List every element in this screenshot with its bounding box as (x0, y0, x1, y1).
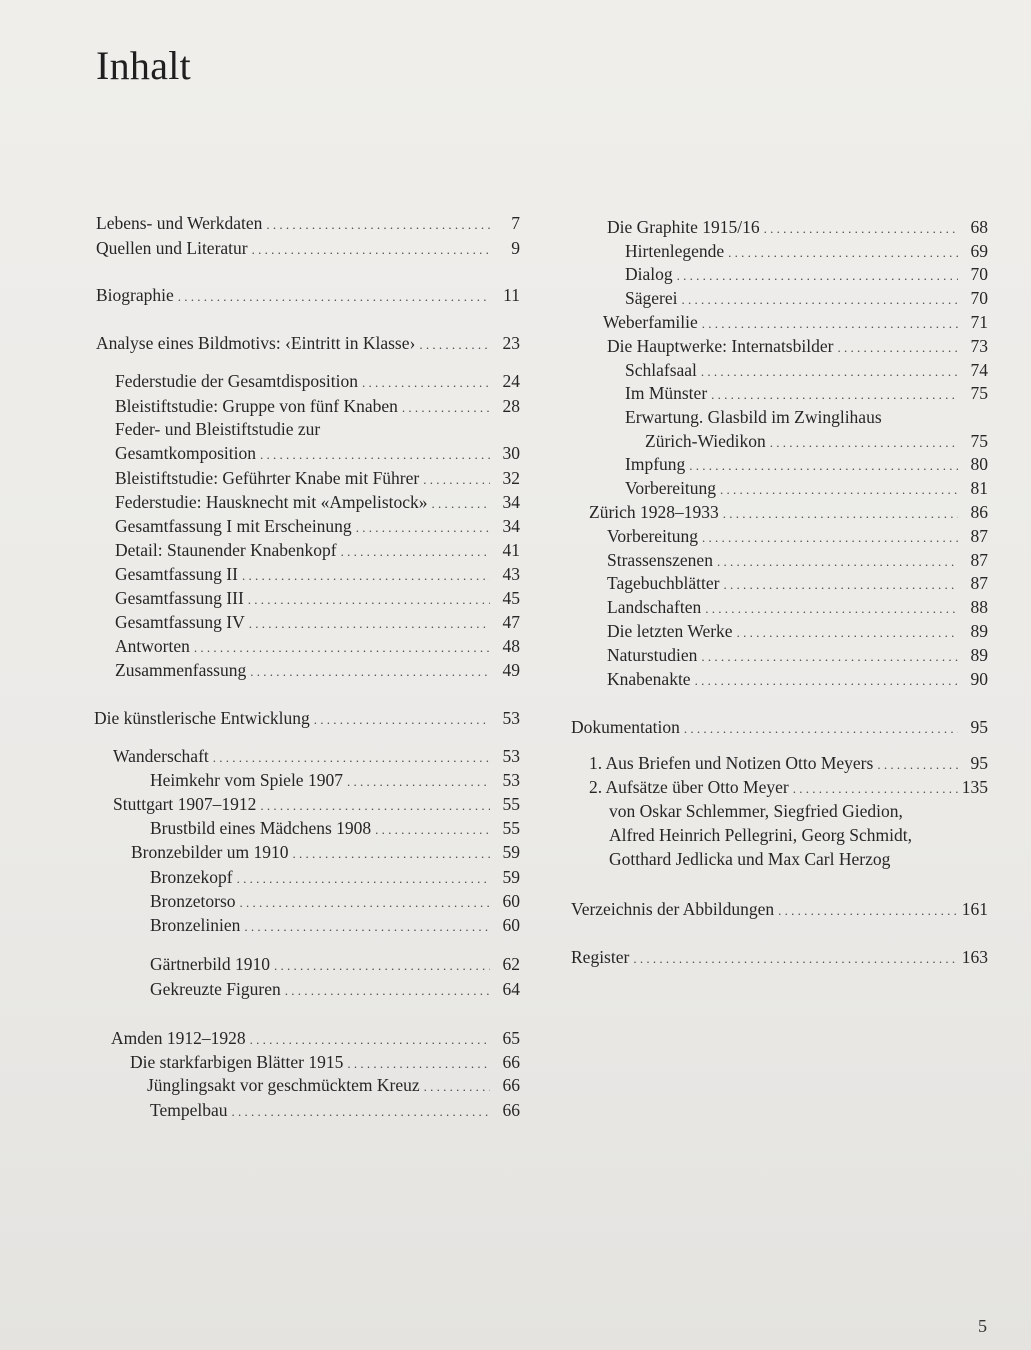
toc-entry-page: 95 (970, 717, 988, 737)
toc-entry-title: Analyse eines Bildmotivs: ‹Eintritt in Klasse› (96, 333, 416, 353)
toc-entry-title: Strassenszenen (607, 550, 713, 570)
dot-leader (701, 646, 958, 668)
toc-entry (150, 817, 520, 841)
toc-entry (115, 563, 520, 587)
toc-entry-title: Die Graphite 1915/16 (607, 217, 760, 237)
toc-entry (607, 596, 988, 620)
toc-entry-title: Knabenakte (607, 669, 691, 689)
dot-leader (837, 337, 958, 359)
toc-entry (115, 395, 520, 419)
dot-leader (250, 1029, 490, 1051)
toc-entry-title: Sägerei (625, 288, 678, 308)
dot-leader (178, 286, 490, 308)
toc-entry-line: Erwartung. Glasbild im Zwinglihaus (625, 407, 882, 427)
toc-entry-line: Alfred Heinrich Pellegrini, Georg Schmidt, (609, 825, 912, 845)
toc-entry-title: Verzeichnis der Abbildungen (571, 899, 775, 919)
dot-leader (314, 709, 490, 731)
toc-entry (625, 359, 988, 383)
toc-entry-title: Schlafsaal (625, 360, 697, 380)
dot-leader (356, 517, 490, 539)
toc-entry (589, 776, 988, 800)
toc-entry (113, 745, 520, 769)
toc-entry-page: 59 (502, 867, 520, 887)
toc-entry-title: Zürich-Wiedikon (645, 431, 766, 451)
toc-entry-page: 80 (970, 454, 988, 474)
dot-leader (633, 948, 957, 970)
toc-entry-title: Gesamtfassung I mit Erscheinung (115, 516, 352, 536)
toc-entry (645, 430, 988, 454)
toc-entry-title: Lebens- und Werkdaten (96, 213, 263, 233)
toc-entry (607, 620, 988, 644)
toc-entry (607, 216, 988, 240)
toc-entry-page: 89 (970, 621, 988, 641)
dot-leader (266, 214, 490, 236)
toc-entry (150, 914, 520, 938)
toc-entry-line: von Oskar Schlemmer, Siegfried Giedion, (609, 801, 903, 821)
toc-entry-page: 34 (502, 492, 520, 512)
dot-leader (681, 289, 958, 311)
toc-entry-page: 49 (502, 660, 520, 680)
toc-entry-page: 75 (970, 431, 988, 451)
toc-entry-title: Gesamtkomposition (115, 443, 256, 463)
toc-entry-title: Im Münster (625, 383, 708, 403)
dot-leader (274, 955, 490, 977)
dot-leader (793, 778, 958, 800)
dot-leader (723, 503, 958, 525)
dot-leader (240, 892, 490, 914)
toc-entry-page: 55 (502, 794, 520, 814)
toc-entry-page: 53 (502, 746, 520, 766)
toc-entry-page: 70 (970, 264, 988, 284)
toc-entry-title: Vorbereitung (607, 526, 699, 546)
toc-entry-title: Bleistiftstudie: Gruppe von fünf Knaben (115, 396, 398, 416)
toc-entry-page: 23 (502, 333, 520, 353)
toc-entry-page: 9 (511, 238, 520, 258)
toc-entry-title: Amden 1912–1928 (111, 1028, 246, 1048)
toc-entry-title: Dialog (625, 264, 673, 284)
toc-entry-title: Landschaften (607, 597, 702, 617)
dot-leader (684, 718, 958, 740)
toc-entry-page: 53 (502, 708, 520, 728)
toc-entry-title: Federstudie: Hausknecht mit «Ampelistock» (115, 492, 428, 512)
toc-entry-page: 71 (970, 312, 988, 332)
dot-leader (423, 469, 490, 491)
toc-entry (607, 572, 988, 596)
toc-entry-title: Die starkfarbigen Blätter 1915 (130, 1052, 344, 1072)
toc-entry (115, 467, 520, 491)
dot-leader (432, 493, 490, 515)
toc-entry (115, 515, 520, 539)
toc-entry (94, 707, 520, 731)
toc-entry-page: 70 (970, 288, 988, 308)
toc-entry (607, 525, 988, 549)
dot-leader (424, 1076, 490, 1098)
toc-entry-page: 81 (970, 478, 988, 498)
toc-entry-page: 66 (502, 1100, 520, 1120)
dot-leader (723, 574, 958, 596)
toc-entry-title: Weberfamilie (603, 312, 698, 332)
dot-leader (701, 361, 958, 383)
dot-leader (292, 843, 490, 865)
toc-entry (96, 212, 520, 236)
toc-entry (150, 978, 520, 1002)
toc-entry (111, 1027, 520, 1051)
toc-entry-page: 75 (970, 383, 988, 403)
toc-entry-title: Bronzebilder um 1910 (131, 842, 289, 862)
toc-entry-page: 32 (502, 468, 520, 488)
toc-entry-page: 95 (970, 753, 988, 773)
toc-entry-page: 53 (502, 770, 520, 790)
toc-entry (115, 442, 520, 466)
toc-entry-page: 87 (970, 573, 988, 593)
toc-entry-line: Feder- und Bleistiftstudie zur (115, 419, 321, 439)
toc-entry (115, 539, 520, 563)
dot-leader (778, 900, 958, 922)
toc-entry-title: Detail: Staunender Knabenkopf (115, 540, 337, 560)
toc-entry-title: Gekreuzte Figuren (150, 979, 281, 999)
toc-entry-title: Register (571, 947, 630, 967)
toc-entry-page: 163 (961, 947, 988, 967)
dot-leader (702, 527, 958, 549)
dot-leader (877, 754, 958, 776)
toc-entry-title: Biographie (96, 285, 174, 305)
dot-leader (250, 661, 490, 683)
toc-entry-title: Wanderschaft (113, 746, 209, 766)
toc-entry-title: Die Hauptwerke: Internatsbilder (607, 336, 834, 356)
toc-entry (150, 1099, 520, 1123)
toc-entry-page: 60 (502, 915, 520, 935)
toc-entry (113, 793, 520, 817)
toc-entry-title: Brustbild eines Mädchens 1908 (150, 818, 372, 838)
toc-entry (571, 946, 988, 970)
toc-entry-title: Antworten (115, 636, 190, 656)
toc-entry (607, 549, 988, 573)
toc-entry-page: 69 (970, 241, 988, 261)
toc-entry-page: 30 (502, 443, 520, 463)
dot-leader (194, 637, 490, 659)
dot-leader (720, 479, 958, 501)
toc-entry-page: 43 (502, 564, 520, 584)
dot-leader (341, 541, 490, 563)
toc-entry-page: 45 (502, 588, 520, 608)
dot-leader (689, 455, 958, 477)
dot-leader (232, 1101, 491, 1123)
toc-entry-page: 28 (502, 396, 520, 416)
toc-entry-page: 86 (970, 502, 988, 522)
toc-entry-page: 48 (502, 636, 520, 656)
toc-entry (625, 287, 988, 311)
toc-entry-line: Gotthard Jedlicka und Max Carl Herzog (609, 849, 891, 869)
toc-entry-page: 66 (502, 1075, 520, 1095)
toc-entry-title: Zusammenfassung (115, 660, 247, 680)
toc-entry-page: 55 (502, 818, 520, 838)
dot-leader (737, 622, 958, 644)
toc-entry-title: Gärtnerbild 1910 (150, 954, 271, 974)
toc-entry-page: 74 (970, 360, 988, 380)
toc-entry-title: Zürich 1928–1933 (589, 502, 719, 522)
toc-entry (607, 668, 988, 692)
toc-entry-title: Naturstudien (607, 645, 698, 665)
toc-entry-title: Vorbereitung (625, 478, 717, 498)
toc-entry-page: 65 (502, 1028, 520, 1048)
toc-entry (130, 1051, 520, 1075)
toc-entry-page: 66 (502, 1052, 520, 1072)
dot-leader (260, 444, 490, 466)
toc-entry (603, 311, 988, 335)
toc-entry (115, 635, 520, 659)
toc-entry-title: Federstudie der Gesamtdisposition (115, 371, 359, 391)
toc-entry-title: Impfung (625, 454, 686, 474)
toc-entry (150, 769, 520, 793)
toc-entry-page: 60 (502, 891, 520, 911)
dot-leader (242, 565, 490, 587)
toc-entry-title: Jünglingsakt vor geschmücktem Kreuz (147, 1075, 420, 1095)
toc-entry-page: 73 (970, 336, 988, 356)
toc-entry-title: Gesamtfassung IV (115, 612, 245, 632)
dot-leader (237, 868, 490, 890)
dot-leader (764, 218, 958, 240)
toc-entry-title: Gesamtfassung III (115, 588, 244, 608)
toc-entry-title: Dokumentation (571, 717, 680, 737)
toc-entry-title: Tempelbau (150, 1100, 228, 1120)
dot-leader (252, 239, 490, 261)
toc-entry-page: 88 (970, 597, 988, 617)
toc-entry-title: Quellen und Literatur (96, 238, 248, 258)
toc-entry (115, 491, 520, 515)
toc-entry (96, 237, 520, 261)
dot-leader (347, 771, 490, 793)
toc-entry (115, 370, 520, 394)
toc-entry-page: 59 (502, 842, 520, 862)
toc-entry-page: 161 (961, 899, 988, 919)
dot-leader (702, 313, 958, 335)
toc-entry-page: 87 (970, 526, 988, 546)
toc-entry-page: 11 (503, 285, 520, 305)
toc-entry (607, 335, 988, 359)
dot-leader (375, 819, 490, 841)
toc-entry-page: 47 (502, 612, 520, 632)
dot-leader (362, 372, 490, 394)
toc-entry (607, 644, 988, 668)
toc-entry (589, 752, 988, 776)
toc-entry-title: Heimkehr vom Spiele 1907 (150, 770, 343, 790)
toc-entry-title: Bleistiftstudie: Geführter Knabe mit Führer (115, 468, 420, 488)
toc-entry (115, 587, 520, 611)
toc-entry (115, 611, 520, 635)
toc-entry (96, 284, 520, 308)
dot-leader (717, 551, 958, 573)
toc-entry (131, 841, 520, 865)
page-title: Inhalt (96, 43, 192, 88)
dot-leader (677, 265, 958, 287)
toc-entry-page: 34 (502, 516, 520, 536)
toc-entry-title: Hirtenlegende (625, 241, 725, 261)
toc-entry (150, 890, 520, 914)
toc-entry (571, 898, 988, 922)
dot-leader (728, 242, 958, 264)
toc-entry-title: Bronzekopf (150, 867, 233, 887)
toc-entry (625, 240, 988, 264)
dot-leader (770, 432, 958, 454)
dot-leader (285, 980, 490, 1002)
toc-entry-page: 7 (511, 213, 520, 233)
toc-entry (625, 453, 988, 477)
toc-entry (150, 953, 520, 977)
toc-entry (625, 382, 988, 406)
dot-leader (705, 598, 958, 620)
toc-entry-title: 2. Aufsätze über Otto Meyer (589, 777, 789, 797)
toc-entry-page: 68 (970, 217, 988, 237)
toc-entry (625, 477, 988, 501)
toc-entry (150, 866, 520, 890)
dot-leader (248, 589, 490, 611)
dot-leader (711, 384, 958, 406)
toc-entry-page: 90 (970, 669, 988, 689)
toc-entry-page: 135 (961, 777, 988, 797)
toc-entry-page: 87 (970, 550, 988, 570)
toc-entry-page: 89 (970, 645, 988, 665)
toc-entry-title: Bronzetorso (150, 891, 236, 911)
toc-entry (625, 263, 988, 287)
toc-entry-title: Tagebuchblätter (607, 573, 720, 593)
dot-leader (402, 397, 490, 419)
toc-entry (96, 332, 520, 356)
toc-entry (571, 716, 988, 740)
toc-entry-page: 24 (502, 371, 520, 391)
toc-entry-title: Die künstlerische Entwicklung (94, 708, 310, 728)
dot-leader (695, 670, 958, 692)
toc-entry-page: 64 (502, 979, 520, 999)
toc-entry-title: Die letzten Werke (607, 621, 733, 641)
toc-entry (147, 1074, 520, 1098)
toc-entry-title: 1. Aus Briefen und Notizen Otto Meyers (589, 753, 874, 773)
dot-leader (260, 795, 490, 817)
toc-entry-title: Stuttgart 1907–1912 (113, 794, 257, 814)
dot-leader (347, 1053, 490, 1075)
dot-leader (213, 747, 490, 769)
dot-leader (249, 613, 490, 635)
toc-entry-page: 62 (502, 954, 520, 974)
dot-leader (419, 334, 490, 356)
toc-entry-title: Gesamtfassung II (115, 564, 238, 584)
toc-entry-title: Bronzelinien (150, 915, 241, 935)
toc-entry-page: 41 (502, 540, 520, 560)
page-number: 5 (978, 1316, 987, 1336)
toc-entry (115, 659, 520, 683)
dot-leader (244, 916, 490, 938)
toc-entry (589, 501, 988, 525)
